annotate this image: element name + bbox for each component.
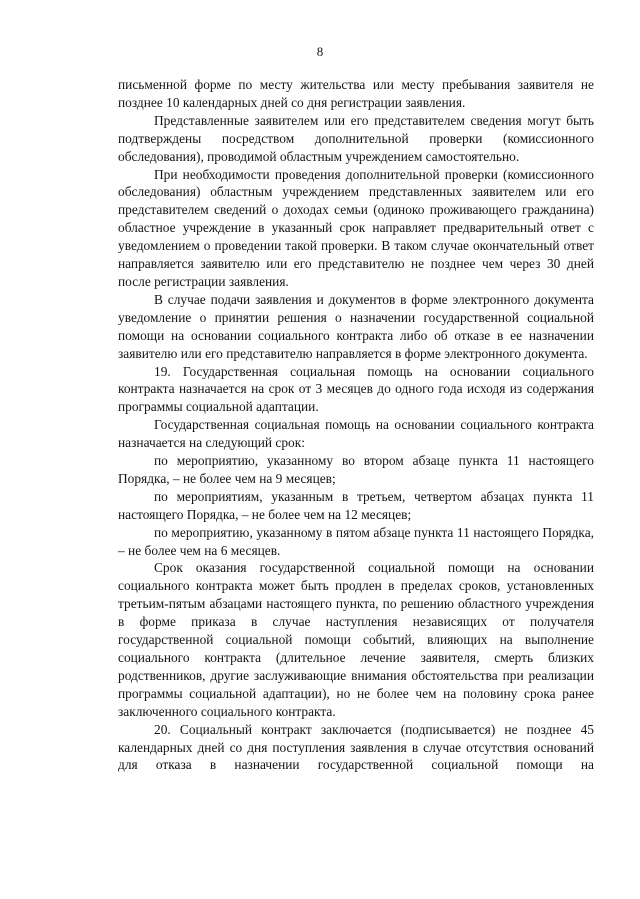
paragraph-electronic-notice: В случае подачи заявления и документов в форме электронного документа уведомление о принятии решения о назначении государственной социальной помощи на основании социального контракта либо об отказе в ее назначении заявителю или его представителю направляется в форме электронного документа. — [118, 291, 594, 361]
document-body — [118, 76, 594, 774]
paragraph-item-20: 20. Социальный контракт заключается (подписывается) не позднее 45 календарных дней со дня поступления заявления в случае отсутствия оснований для отказа в назначении государственной социальной помощи на — [118, 721, 594, 773]
paragraph-continuation: письменной форме по месту жительства или месту пребывания заявителя не позднее 10 календарных дней со дня регистрации заявления. — [118, 77, 594, 110]
page-number: 8 — [316, 44, 324, 59]
paragraph-extension: Срок оказания государственной социальной помощи на основании социального контракта может быть продлен в пределах сроков, установленных третьим-пятым абзацами настоящего пункта, по решению областного учреждения в форме приказа в случае наступления независящих от получателя государственной социальной помощи событий, влияющих на выполнение социального контракта (длительное лечение заявителя, смерть близких родственников, другие заслуживающие внимания обстоятельства при реализации программы социальной адаптации), но не более чем на половину срока ранее заключенного социального контракта. — [118, 560, 594, 719]
paragraph-item-19: 19. Государственная социальная помощь на основании социального контракта назначается на срок от 3 месяцев до одного года исходя из содержания программы социальной адаптации. — [118, 363, 594, 415]
paragraph-term-9-months: по мероприятию, указанному во втором абзаце пункта 11 настоящего Порядка, – не более чем на 9 месяцев; — [118, 453, 594, 486]
paragraph-term-12-months: по мероприятиям, указанным в третьем, четвертом абзацах пункта 11 настоящего Порядка, – не более чем на 12 месяцев; — [118, 488, 594, 522]
paragraph-verification: Представленные заявителем или его представителем сведения могут быть подтверждены посредством дополнительной проверки (комиссионного обследования), проводимой областным учреждением самостоятельно. — [118, 112, 594, 164]
paragraph-term-6-months: по мероприятию, указанному в пятом абзаце пункта 11 настоящего Порядка, – не более чем на 6 месяцев. — [118, 524, 594, 558]
paragraph-additional-check: При необходимости проведения дополнительной проверки (комиссионного обследования) областным учреждением представленных заявителем или его представителем сведений о доходах семьи (одиноко проживающего гражданина) областное учреждение в указанный срок направляет предварительный ответ с уведомлением о проведении такой проверки. В таком случае окончательный ответ направляется заявителю или его представителю не позднее чем через 30 дней после регистрации заявления. — [118, 166, 594, 289]
paragraph-term-intro: Государственная социальная помощь на основании социального контракта назначается на следующий срок: — [118, 417, 594, 451]
